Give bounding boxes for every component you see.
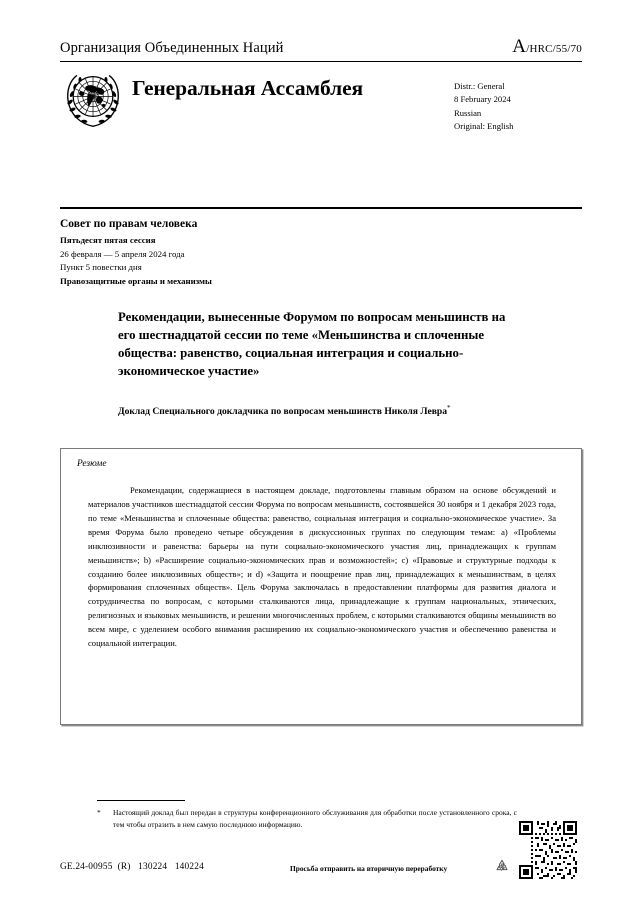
document-symbol — [512, 36, 582, 58]
distribution-block — [454, 80, 582, 133]
recycle-icon — [494, 858, 510, 874]
session-number: Пятьдесят пятая сессия — [60, 235, 156, 246]
job-number: GE.24-00955 (R) 130224 140224 — [60, 862, 204, 872]
distribution-original: Original: English — [454, 120, 514, 131]
summary-label: Резюме — [77, 459, 107, 469]
footnote-text: Настоящий доклад был передан в структуры конференционного обслуживания для обработки после установленного срока, с тем чтобы отразить в нем самую последнюю информацию. — [113, 808, 517, 830]
document-symbol-rest: /HRC/55/70 — [526, 43, 582, 55]
distribution-language: Russian — [454, 107, 482, 118]
qr-code-icon — [519, 821, 577, 879]
report-subtitle — [118, 403, 518, 419]
distribution-date: 8 February 2024 — [454, 94, 511, 105]
summary-box — [60, 448, 582, 725]
session-dates: 26 февраля — 5 апреля 2024 года — [60, 248, 185, 259]
title-block — [118, 308, 518, 419]
footnote-separator — [97, 800, 185, 801]
un-emblem-icon — [62, 69, 124, 129]
footnote-marker: * — [97, 808, 101, 817]
recycle-notice: Просьба отправить на вторичную переработку — [290, 864, 448, 873]
session-body-name: Совет по правам человека — [60, 218, 198, 230]
body-name: Генеральная Ассамблея — [132, 76, 364, 100]
document-header — [60, 36, 582, 133]
summary-text: Рекомендации, содержащиеся в настоящем докладе, подготовлены главным образом на основе обсуждений и материалов участников шестнадцатой сессии Форума по вопросам меньшинств, состоявшейся 30 ноября и 1 декабря 2023 года, по теме «Меньшинства и сплоченные общества: равенство, социальная интеграция и социально-экономическое участие». За время Форума было проведено четыре обсуждения в дискуссионных группах по следующим темам: a) «Проблемы инклюзивности и равенства: барьеры на пути социально-экономического участия лиц, принадлежащих к группам меньшинств»; b) «Расширение социально-экономических прав и возможностей»; c) «Правовые и структурные подходы к созданию более инклюзивных обществ»; и d) «Защита и поощрение прав лиц, принадлежащих к меньшинствам, в целях формирования сплоченных обществ». Цель Форума заключалась в предоставлении платформы для развития диалога и сотрудничества по вопросам, с которыми сталкиваются лица, принадлежащие к группам национальных, этнических, религиозных и языковых меньшинств, и решении многочисленных проблем, с которыми сталкиваются общины меньшинств во всем мире, с уделением особого внимания расширению их социально-экономического участия и обеспечению равенства и социальной интеграции. — [88, 485, 556, 649]
page-title: Рекомендации, вынесенные Форумом по вопросам меньшинств на его шестнадцатой сессии по теме «Меньшинства и сплоченные общества: равенство, социальная интеграция и социально-экономическое участие» — [118, 310, 506, 379]
header-divider-thick — [60, 207, 582, 209]
distribution-line: Distr.: General — [454, 81, 505, 91]
agenda-item-title: Правозащитные органы и механизмы — [60, 275, 212, 286]
report-subtitle-text: Доклад Специального докладчика по вопросам меньшинств Николя Левра — [118, 405, 448, 417]
organization-name: Организация Объединенных Наций — [60, 40, 284, 56]
footnote — [97, 807, 517, 831]
agenda-item-number: Пункт 5 повестки дня — [60, 262, 142, 273]
document-symbol-prefix: A — [512, 36, 527, 57]
subtitle-footnote-marker: * — [447, 403, 451, 412]
header-top-row — [60, 36, 582, 61]
session-block — [60, 216, 582, 288]
header-bottom-row — [60, 62, 582, 133]
